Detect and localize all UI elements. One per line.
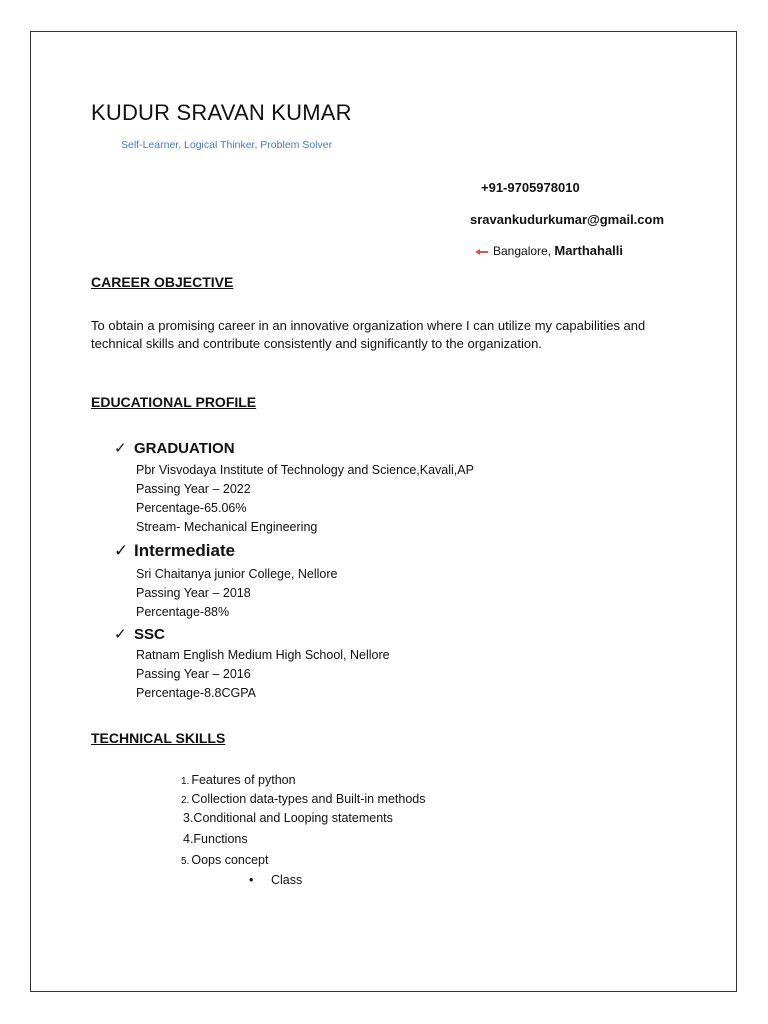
education-line: Passing Year – 2018 xyxy=(136,586,251,600)
candidate-name: KUDUR SRAVAN KUMAR xyxy=(91,100,352,125)
skill-item: 5. Oops concept xyxy=(181,853,269,867)
education-line: Sri Chaitanya junior College, Nellore xyxy=(136,567,338,581)
check-icon: ✓ xyxy=(114,541,129,560)
career-objective-heading: CAREER OBJECTIVE xyxy=(91,274,234,290)
location-area: Marthahalli xyxy=(554,243,624,258)
email-address: sravankudurkumar@gmail.com xyxy=(470,212,665,227)
education-line: Ratnam English Medium High School, Nellore xyxy=(136,648,390,662)
skill-item: 4.Functions xyxy=(183,832,248,846)
education-line: Percentage-65.06% xyxy=(136,501,247,515)
skill-item: 2. Collection data-types and Built-in methods xyxy=(181,792,426,806)
education-line: Passing Year – 2016 xyxy=(136,667,251,681)
tagline: Self-Learner, Logical Thinker, Problem Solver xyxy=(121,139,333,151)
education-line: Pbr Visvodaya Institute of Technology and Science,Kavali,AP xyxy=(136,463,474,477)
skill-item: 3.Conditional and Looping statements xyxy=(183,811,393,825)
education-line: Passing Year – 2022 xyxy=(136,482,251,496)
education-line: Stream- Mechanical Engineering xyxy=(136,520,318,534)
resume-page xyxy=(30,31,737,992)
skill-item: 1. Features of python xyxy=(181,773,296,787)
skill-sub-item: • Class xyxy=(249,873,303,887)
educational-profile-heading: EDUCATIONAL PROFILE xyxy=(91,394,257,410)
check-icon: ✓ xyxy=(114,626,127,643)
career-objective-text: To obtain a promising career in an innovative organization where I can utilize my capabilities and technical skills and contribute consistently and significantly to the organization. xyxy=(91,318,646,351)
education-ssc-title: ✓ SSC xyxy=(114,626,165,643)
check-icon: ✓ xyxy=(114,440,127,457)
phone-number: +91-9705978010 xyxy=(481,180,580,195)
location xyxy=(475,243,623,258)
location-pin-icon xyxy=(475,248,489,256)
technical-skills-heading: TECHNICAL SKILLS xyxy=(91,730,226,746)
education-intermediate-title: ✓ Intermediate xyxy=(114,541,236,560)
bullet-icon: • xyxy=(249,873,254,887)
location-city: Bangalore, xyxy=(493,244,552,258)
education-line: Percentage-8.8CGPA xyxy=(136,686,256,700)
education-line: Percentage-88% xyxy=(136,605,230,619)
education-graduation-title: ✓ GRADUATION xyxy=(114,440,235,457)
